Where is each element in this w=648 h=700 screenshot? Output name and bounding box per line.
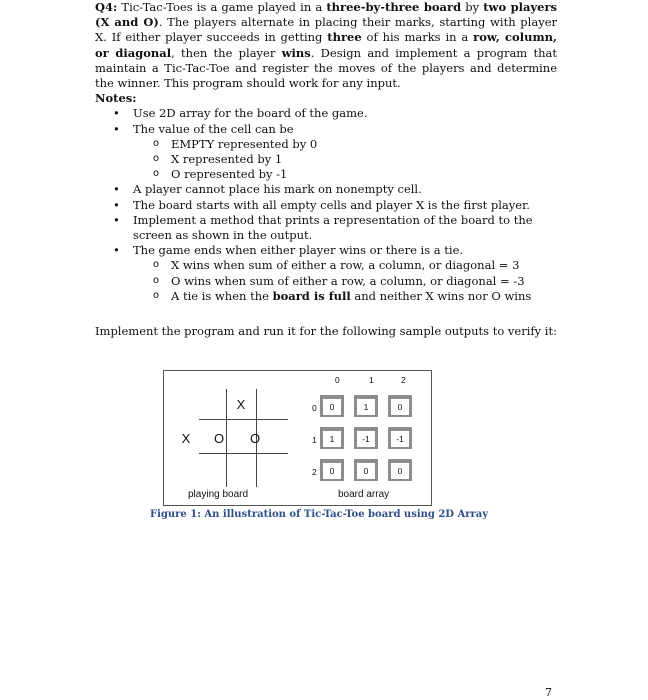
cell-values-list [133,137,557,183]
mark-x: X [236,397,246,412]
implement-paragraph: Implement the program and run it for the following sample outputs to verify it: [95,324,557,339]
note-item: • The game ends when either player wins or there is a tie. o X wins when sum of either a row, a column, or diagonal = 3 o O wins when sum of either a row, a column, or diagonal = -3 o A tie is when the board is full and neither X wins nor O wins [133,243,557,304]
mark-x: X [181,431,191,446]
mark-o: O [249,431,261,446]
array-cell: 0 [354,459,378,481]
col-index: 0 [335,375,340,385]
array-cell: -1 [388,427,412,449]
grid-line [199,419,288,420]
question-label: Q4: [95,0,118,14]
array-cell: 1 [320,427,344,449]
sub-item: o O wins when sum of either a row, a column, or diagonal = -3 [171,274,557,289]
col-index: 2 [401,375,406,385]
sub-item: o X wins when sum of either a row, a column, or diagonal = 3 [171,258,557,273]
array-cell: 0 [388,395,412,417]
question-paragraph: Q4: Tic-Tac-Toes is a game played in a three-by-three board by two players (X and O). The players alternate in placing their marks, starting with player X. If either player succeeds in getting three of his marks in a row, column, or diagonal, then the player wins. Design and implement a program that maintain a Tic-Tac-Toe and register the moves of the players and determine the winner. This program should work for any input. [95,0,558,91]
mark-o: O [213,431,225,446]
sub-item: o O represented by -1 [171,167,557,182]
notes-heading: Notes: [95,91,137,106]
row-index: 2 [312,467,317,477]
row-index: 0 [312,403,317,413]
array-cell: 1 [354,395,378,417]
game-end-list [133,258,557,304]
array-cell: -1 [354,427,378,449]
sub-item: o X represented by 1 [171,152,557,167]
figure-caption: Figure 1: An illustration of Tic-Tac-Toe board using 2D Array [150,509,489,520]
note-item: • A player cannot place his mark on nonempty cell. [133,182,557,197]
note-item: • Implement a method that prints a representation of the board to the screen as shown in the output. [133,213,557,243]
page-number: 7 [545,686,552,699]
sub-item: o A tie is when the board is full and neither X wins nor O wins [171,289,557,304]
array-cell: 0 [320,395,344,417]
figure-illustration [163,370,432,506]
board-array-label: board array [338,489,390,500]
note-item: • The board starts with all empty cells and player X is the first player. [133,198,557,213]
notes-list [95,106,557,304]
col-index: 1 [369,375,374,385]
note-item: • The value of the cell can be o EMPTY represented by 0 o X represented by 1 o O represented by -1 [133,122,557,183]
array-cell: 0 [388,459,412,481]
note-item: • Use 2D array for the board of the game. [133,106,557,121]
document-body [95,0,557,339]
row-index: 1 [312,435,317,445]
playing-board-label: playing board [188,489,249,500]
array-cell: 0 [320,459,344,481]
sub-item: o EMPTY represented by 0 [171,137,557,152]
grid-line [199,453,288,454]
